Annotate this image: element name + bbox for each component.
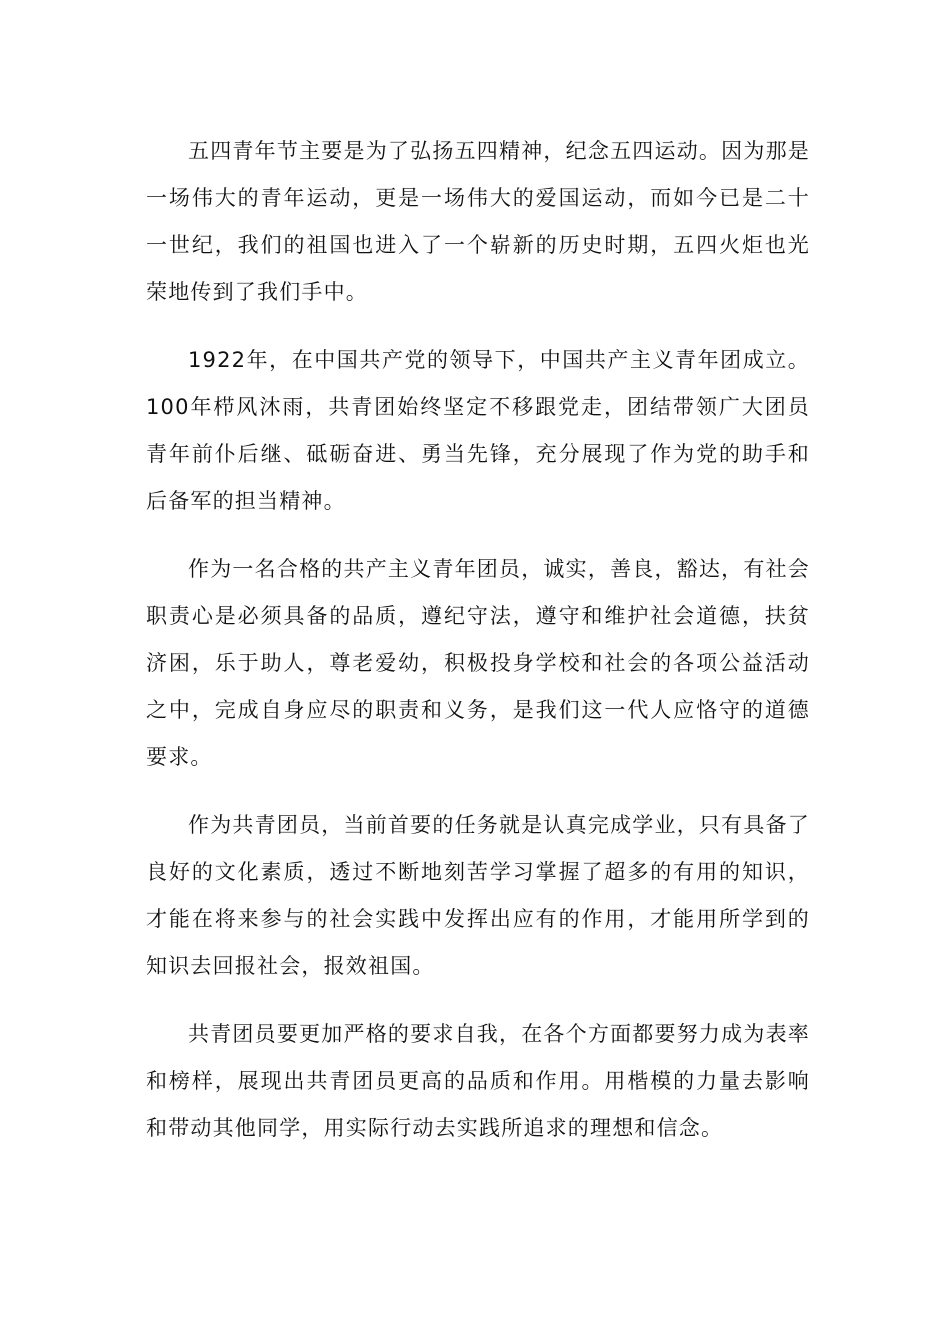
document-body (146, 128, 810, 1173)
paragraph-2: 1922年，在中国共产党的领导下，中国共产主义青年团成立。100年栉风沐雨，共青团始终坚定不移跟党走，团结带领广大团员青年前仆后继、砥砺奋进、勇当先锋，充分展现了作为党的助手和后备军的担当精神。 (146, 348, 810, 513)
paragraph-3: 作为一名合格的共产主义青年团员，诚实，善良，豁达，有社会职责心是必须具备的品质，遵纪守法，遵守和维护社会道德，扶贫济困，乐于助人，尊老爱幼，积极投身学校和社会的各项公益活动之中，完成自身应尽的职责和义务，是我们这一代人应恪守的道德要求。 (146, 557, 810, 769)
paragraph-4: 作为共青团员，当前首要的任务就是认真完成学业，只有具备了良好的文化素质，透过不断地刻苦学习掌握了超多的有用的知识，才能在将来参与的社会实践中发挥出应有的作用，才能用所学到的知识去回报社会，报效祖国。 (146, 813, 810, 978)
paragraph-1: 五四青年节主要是为了弘扬五四精神，纪念五四运动。因为那是一场伟大的青年运动，更是一场伟大的爱国运动，而如今已是二十一世纪，我们的祖国也进入了一个崭新的历史时期，五四火炬也光荣地传到了我们手中。 (146, 139, 810, 304)
paragraph-5: 共青团员要更加严格的要求自我，在各个方面都要努力成为表率和榜样，展现出共青团员更高的品质和作用。用楷模的力量去影响和带动其他同学，用实际行动去实践所追求的理想和信念。 (146, 1022, 810, 1140)
